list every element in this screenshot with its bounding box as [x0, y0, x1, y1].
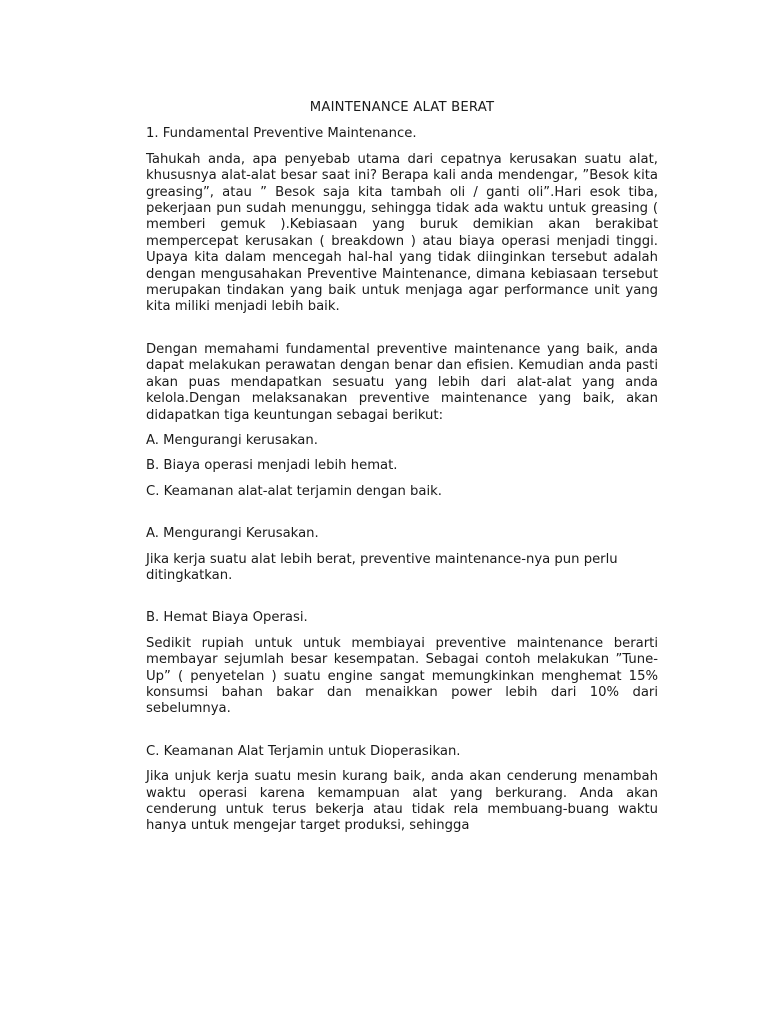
section-b-text: Sedikit rupiah untuk untuk membiayai preventive maintenance berarti membayar sejumlah besar kesempatan. Sebagai contoh melakukan ”Tune-Up” ( penyetelan ) suatu engine sangat memungkinkan menghemat 15% konsumsi bahan bakar dan menaikkan power lebih dari 10% dari sebelumnya.	[146, 635, 658, 717]
document-title: MAINTENANCE ALAT BERAT	[309, 100, 495, 115]
section-c-heading: C. Keamanan Alat Terjamin untuk Dioperasikan.	[146, 743, 461, 759]
benefit-item: C. Keamanan alat-alat terjamin dengan baik.	[146, 483, 442, 499]
paragraph-2: Dengan memahami fundamental preventive maintenance yang baik, anda dapat melakukan perawatan dengan benar dan efisien. Kemudian anda pasti akan puas mendapatkan sesuatu yang lebih dari alat-alat yang anda kelola.Dengan melaksanakan preventive maintenance yang baik, akan didapatkan tiga keuntungan sebagai berikut:	[146, 341, 658, 423]
section-c-text: Jika unjuk kerja suatu mesin kurang baik, anda akan cenderung menambah waktu operasi karena kemampuan alat yang berkurang. Anda akan cenderung untuk terus bekerja atau tidak rela membuang-buang waktu hanya untuk mengejar target produksi, sehingga	[146, 769, 658, 834]
benefit-item: B. Biaya operasi menjadi lebih hemat.	[146, 458, 398, 474]
section-b-heading: B. Hemat Biaya Operasi.	[146, 610, 308, 626]
spacer	[146, 593, 658, 610]
section-a-text: Jika kerja suatu alat lebih berat, preventive maintenance-nya pun perlu ditingkatkan.	[146, 551, 618, 583]
spacer	[146, 325, 658, 342]
benefit-item: A. Mengurangi kerusakan.	[146, 432, 318, 448]
document-page	[146, 100, 658, 844]
section-a-heading: A. Mengurangi Kerusakan.	[146, 526, 319, 542]
section1-heading: 1. Fundamental Preventive Maintenance.	[146, 126, 417, 142]
spacer	[146, 509, 658, 526]
spacer	[146, 727, 658, 744]
paragraph-1: Tahukah anda, apa penyebab utama dari cepatnya kerusakan suatu alat, khususnya alat-alat besar saat ini? Berapa kali anda mendengar, ”Besok kita greasing”, atau ” Besok saja kita tambah oli / ganti oli”.Hari esok tiba, pekerjaan pun sudah menunggu, sehingga tidak ada waktu untuk greasing ( memberi gemuk ).Kebiasaan yang buruk demikian akan berakibat mempercepat kerusakan ( breakdown ) atau biaya operasi menjadi tinggi. Upaya kita dalam mencegah hal-hal yang tidak diinginkan tersebut adalah dengan mengusahakan Preventive Maintenance, dimana kebiasaan tersebut merupakan tindakan yang baik untuk menjaga agar performance unit yang kita miliki menjadi lebih baik.	[146, 151, 658, 315]
